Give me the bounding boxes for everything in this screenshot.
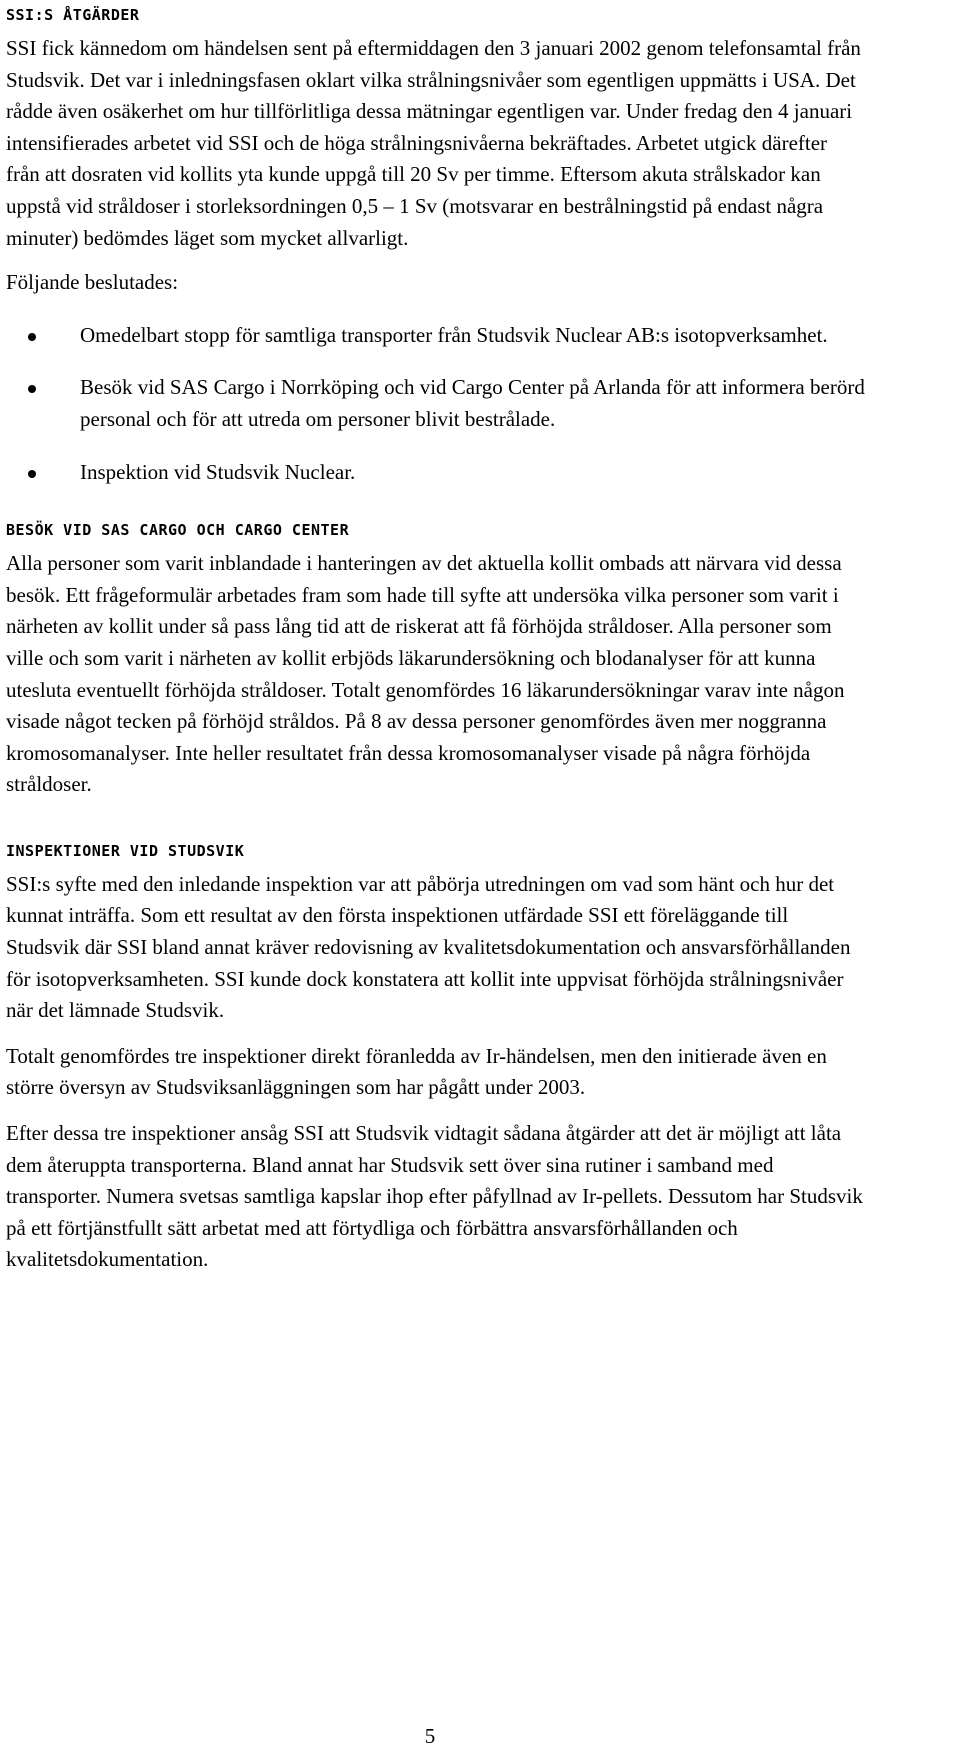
document-page xyxy=(6,0,866,1276)
list-item-text: Besök vid SAS Cargo i Norrköping och vid Cargo Center på Arlanda för att informera berörd personal och för att utreda om personer blivit bestrålade. xyxy=(80,375,865,431)
list-item xyxy=(6,372,866,435)
list-item-text: Inspektion vid Studsvik Nuclear. xyxy=(80,459,356,484)
section-heading-ssis-atgarder: SSI:S ÅTGÄRDER xyxy=(6,6,140,24)
paragraph-decisions-intro: Följande beslutades: xyxy=(6,270,179,295)
list-item-text: Omedelbart stopp för samtliga transporter från Studsvik Nuclear AB:s isotopverksamhet. xyxy=(80,322,828,347)
section-heading-inspektioner: INSPEKTIONER VID STUDSVIK xyxy=(6,841,245,860)
decision-list xyxy=(6,320,866,488)
list-item xyxy=(6,320,866,352)
paragraph-inspection-total: Totalt genomfördes tre inspektioner direkt föranledda av Ir-händelsen, men den initierade även en större översyn av Studsviksanläggningen som har pågått under 2003. xyxy=(6,1043,827,1100)
paragraph-resumed-transports: Efter dessa tre inspektioner ansåg SSI att Studsvik vidtagit sådana åtgärder att det är möjligt att låta dem återuppta transporterna. Bland annat har Studsvik sett över sina rutiner i samband med transporter. Numera svetsas samtliga kapslar ihop efter påfyllnad av Ir-pellets. Dessutom har Studsvik på ett förtjänstfullt sätt arbetat med att förtydliga och förbättra ansvarsförhållanden och kvalitetsdokumentation. xyxy=(6,1121,863,1272)
page-number: 5 xyxy=(424,1724,436,1748)
paragraph-incident-notification: SSI fick kännedom om händelsen sent på eftermiddagen den 3 januari 2002 genom telefonsamtal från Studsvik. Det var i inledningsfasen oklart vilka strålningsnivåer som egentligen uppmätts i USA. Det rådde även osäkerhet om hur tillförlitliga dessa mätningar egentligen var. Under fredag den 4 januari intensifierades arbetet vid SSI och de höga strålningsnivåerna bekräftades. Arbetet utgick därefter från att dosraten vid kollits yta kunde uppgå till 20 Sv per timme. Eftersom akuta strålskador kan uppstå vid stråldoser i storleksordningen 0,5 – 1 Sv (motsvarar en bestrålningstid på endast några minuter) bedömdes läget som mycket allvarligt. xyxy=(6,36,861,250)
bullet-icon xyxy=(28,333,36,341)
bullet-icon xyxy=(28,385,36,393)
section-heading-besok: BESÖK VID SAS CARGO OCH CARGO CENTER xyxy=(6,521,350,540)
paragraph-besok: Alla personer som varit inblandade i hanteringen av det aktuella kollit ombads att närvara vid dessa besök. Ett frågeformulär arbetades fram som hade till syfte att undersöka vilka personer som varit i närheten av kollit under så pass lång tid att de riskerat att få förhöjda stråldoser. Alla personer som ville och som varit i närheten av kollit erbjöds läkarundersökning och blodanalyser för att kunna utesluta eventuellt förhöjda stråldoser. Totalt genomfördes 16 läkarundersökningar varav inte någon visade något tecken på förhöjd stråldos. På 8 av dessa personer genomfördes även mer noggranna kromosomanalyser. Inte heller resultatet från dessa kromosomanalyser visade på några förhöjda stråldoser. xyxy=(6,551,845,797)
bullet-icon xyxy=(28,470,36,478)
list-item xyxy=(6,457,866,489)
paragraph-inspection-purpose: SSI:s syfte med den inledande inspektion var att påbörja utredningen om vad som hänt och hur det kunnat inträffa. Som ett resultat av den första inspektionen utfärdade SSI ett föreläggande till Studsvik där SSI bland annat kräver redovisning av kvalitetsdokumentation och ansvarsförhållanden för isotopverksamheten. SSI kunde dock konstatera att kollit inte uppvisat förhöjda strålningsnivåer när det lämnade Studsvik. xyxy=(6,871,851,1023)
